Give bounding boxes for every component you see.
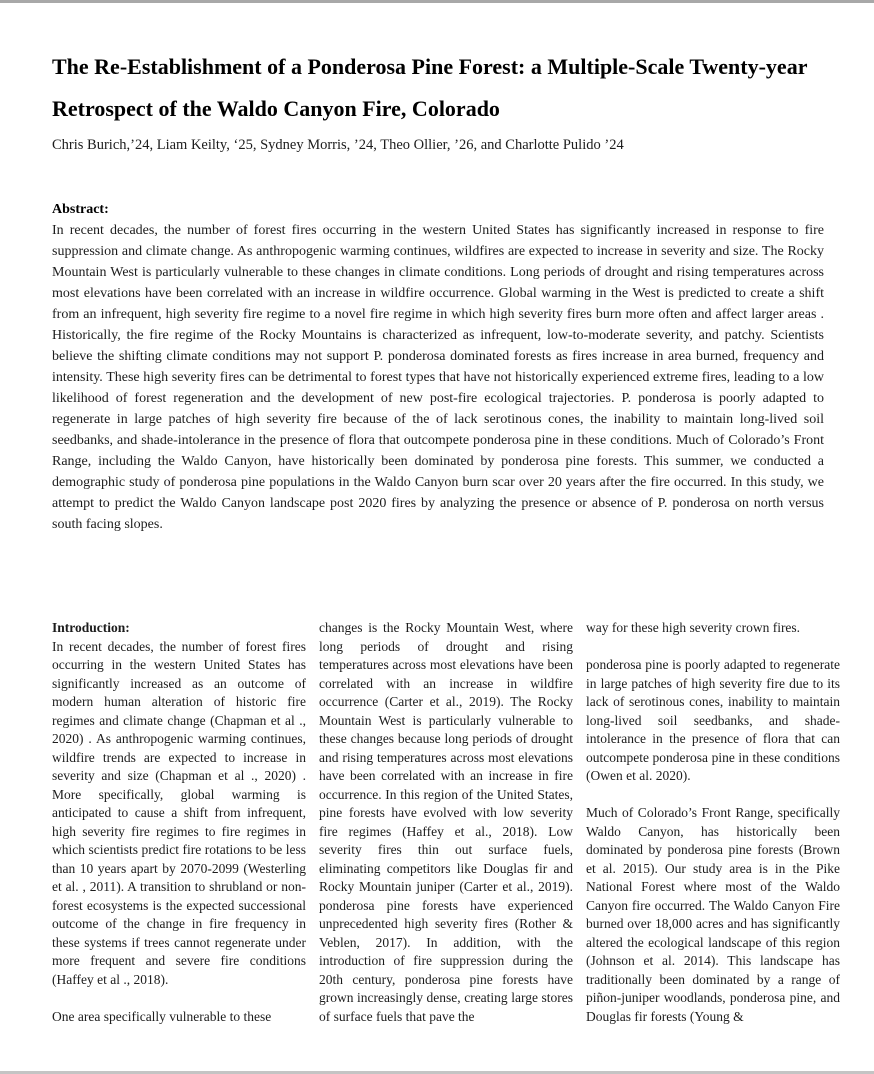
introduction-heading-text: Introduction: [52, 620, 130, 635]
introduction-column-3 [586, 619, 840, 1026]
page-top-border [0, 0, 874, 3]
paper-title: The Re-Establishment of a Ponderosa Pine Forest: a Multiple-Scale Twenty-year Retrospect of the Waldo Canyon Fire, Colorado [52, 54, 808, 121]
abstract-body: In recent decades, the number of forest fires occurring in the western United States has significantly increased in response to fire suppression and climate change. As anthropogenic warming continues, wildfires are expected to increase in severity and size. The Rocky Mountain West is particularly vulnerable to these changes in climate conditions. Long periods of drought and rising temperatures across most elevations have been correlated with an increase in wildfire occurrence. Global warming in the West is predicted to create a shift from an infrequent, high severity fire regime to a novel fire regime in which high severity fires burn more often and affect larger areas . Historically, the fire regime of the Rocky Mountains is characterized as infrequent, low-to-moderate severity, and patchy. Scientists believe the shifting climate conditions may not support P. ponderosa dominated forests as fires increase in area burned, frequency and intensity. These high severity fires can be detrimental to forest types that have not historically experienced extreme fires, leading to a low likelihood of forest regeneration and the development of new post-fire ecological trajectories. P. ponderosa is poorly adapted to regenerate in large patches of high severity fire because of the of lack serotinous cones, the inability to maintain long-lived soil seedbanks, and shade-intolerance in the presence of flora that outcompete ponderosa pine in these conditions. Much of Colorado’s Front Range, including the Waldo Canyon, have historically been dominated by ponderosa pine forests. This summer, we conducted a demographic study of ponderosa pine populations in the Waldo Canyon burn scar over 20 years after the fire occurred. In this study, we attempt to predict the Waldo Canyon landscape post 2020 fires by analyzing the presence or absence of P. ponderosa on north versus south facing slopes. [52, 223, 824, 532]
introduction-heading [52, 619, 306, 638]
introduction-col1-paragraph-1: In recent decades, the number of forest fires occurring in the western United States has significantly increased as an outcome of modern human alteration of historic fire regimes and climate change (Chapman et al ., 2020) . As anthropogenic warming continues, wildfire trends are expected to increase in severity and size (Chapman et al ., 2020) . More specifically, global warming is anticipated to cause a shift from infrequent, high severity fire regimes to fire regimes in which scientists predict fire rotations to be less than 10 years apart by 2070-2099 (Westerling et al. , 2011). A transition to shrubland or non-forest ecosystems is the expected successional outcome of the change in fire frequency in these systems if trees cannot regenerate under more frequent and severe fire conditions (Haffey et al ., 2018). [52, 638, 306, 987]
introduction-col1-paragraph-2: One area specifically vulnerable to these [52, 1008, 272, 1024]
introduction-col3-paragraph-1: way for these high severity crown fires. [586, 620, 801, 635]
introduction-column-1 [52, 619, 306, 1026]
introduction-columns [52, 619, 840, 1026]
introduction-column-2 [319, 619, 573, 1026]
abstract-section [52, 199, 824, 535]
authors-line: Chris Burich,’24, Liam Keilty, ‘25, Sydney Morris, ’24, Theo Ollier, ’26, and Charlotte Pulido ’24 [52, 137, 624, 153]
introduction-col3-paragraph-2: ponderosa pine is poorly adapted to regenerate in large patches of high severity fire due to its lack of serotinous cones, inability to maintain long-lived soil seedbanks, and shade-intolerance in the presence of flora that can outcompete ponderosa pine in these conditions (Owen et al. 2020). [586, 657, 840, 783]
introduction-col3-paragraph-3: Much of Colorado’s Front Range, specifically Waldo Canyon, has historically been dominated by ponderosa pine forests (Brown et al. 2015). Our study area is in the Pike National Forest where most of the Waldo Canyon fire occurred. The Waldo Canyon Fire burned over 18,000 acres and has significantly altered the ecological landscape of this region (Johnson et al. 2014). This landscape has traditionally been dominated by a range of piñon-juniper woodlands, ponderosa pine, and Douglas fir forests (Young & [586, 805, 840, 1024]
introduction-col2-paragraph-1: changes is the Rocky Mountain West, where long periods of drought and rising temperatures across most elevations have been correlated with an increase in wildfire occurrence (Carter et al., 2019). The Rocky Mountain West is particularly vulnerable to these changes because long periods of drought and rising temperatures across most elevations have been correlated with an increase in fire occurrence. In this region of the United States, pine forests have evolved with low severity fire regimes (Haffey et al., 2018). Low severity fires thin out surface fuels, eliminating competitors like Douglas fir and Rocky Mountain juniper (Carter et al., 2019). ponderosa pine forests have experienced unprecedented high severity fires (Rother & Veblen, 2017). In addition, with the introduction of fire suppression during the 20th century, ponderosa pine forests have grown increasingly dense, creating large stores of surface fuels that pave the [319, 620, 573, 1024]
abstract-heading: Abstract: [52, 202, 109, 217]
